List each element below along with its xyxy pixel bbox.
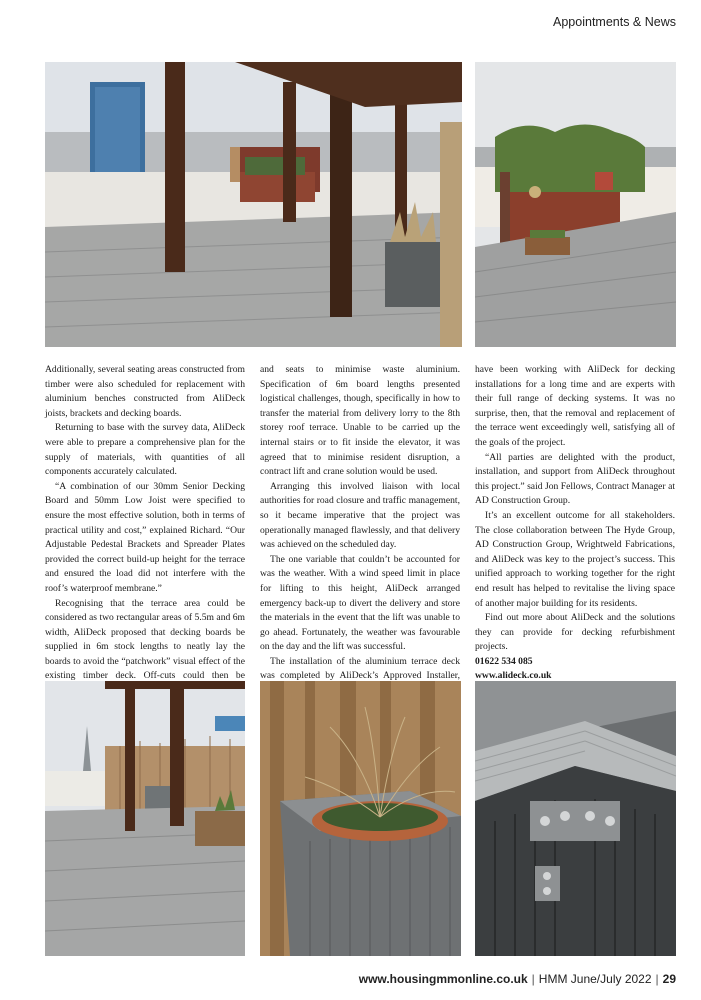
page-footer bbox=[359, 972, 676, 986]
footer-issue: HMM June/July 2022 bbox=[538, 972, 652, 986]
paragraph: The one variable that couldn’t be accounted for was the weather. With a wind speed limit in place for lifting to this height, AliDeck arranged emergency back-up to divert the delivery and store the materials in the event that the lift was unable to go ahead. Fortunately, the weather was favourable on the day and the lift was successful. bbox=[260, 553, 460, 653]
photo-deck-with-fence bbox=[45, 681, 245, 956]
text-column-2 bbox=[260, 363, 460, 699]
paragraph: have been working with AliDeck for decking installations for a long time and are experts with their full range of decking systems. It was no surprise, then, that the removal and replacement of the terrace went exceedingly well, satisfying all of the goals of the project. bbox=[475, 364, 675, 448]
paragraph: The installation of the aluminium terrace deck was completed by AliDeck’s Approved Installer, bbox=[260, 655, 460, 682]
paragraph: It’s an excellent outcome for all stakeholders. The close collaboration between The Hyde Group, AD Construction Group, Wrightweld Fabrications, and AliDeck was key to the project’s success. This unified approach to working together for the right end result has helped to revitalise the living space of another major building for its residents. bbox=[475, 509, 675, 609]
paragraph: Recognising that the terrace area could be considered as two rectangular areas of 5.5m and 6m width, AliDeck proposed that decking boards be supplied in 6m stock lengths to neatly lay the boards to avoid the “patchwork” visual effect of the existing timber deck. Off-cuts could then be bbox=[45, 597, 245, 682]
photo-planter-ornamental-grass bbox=[260, 681, 461, 956]
text-column-1 bbox=[45, 363, 245, 699]
contact-website-link[interactable]: www.alideck.co.uk bbox=[475, 670, 552, 682]
photo-rooftop-terrace-pergola bbox=[45, 62, 462, 347]
paragraph: Find out more about AliDeck and the solutions they can provide for decking refurbishment projects. bbox=[475, 612, 675, 653]
contact-block bbox=[475, 655, 675, 684]
contact-phone: 01622 534 085 bbox=[475, 655, 533, 667]
paragraph: “A combination of our 30mm Senior Decking Board and 50mm Low Joist were specified to ensure the most effective solution, both in terms of practical utility and cost,” explained Richard. “Our Adjustable Pedestal Brackets and Spreader Plates provided the correct build-up height for the terrace and ensured the load did not interfere with the roof’s waterproof membrane.” bbox=[45, 480, 245, 594]
footer-website-link[interactable]: www.housingmmonline.co.uk bbox=[358, 972, 528, 986]
paragraph: “All parties are delighted with the product, installation, and support from AliDeck throughout this project.” said Jon Fellows, Contract Manager at AD Construction Group. bbox=[475, 451, 675, 507]
photo-aluminium-deck-corner-detail bbox=[475, 681, 676, 956]
paragraph: Arranging this involved liaison with local authorities for road closure and traffic management, so it became imperative that the project was operationally managed flawlessly, and that delivery was achieved on the scheduled day. bbox=[260, 480, 460, 551]
footer-separator: | bbox=[655, 972, 659, 986]
photo-brick-planter-corner bbox=[475, 62, 676, 347]
paragraph: Additionally, several seating areas constructed from timber were also scheduled for replacement with aluminium benches constructed from AliDeck joists, brackets and decking boards. bbox=[45, 364, 245, 419]
footer-separator: | bbox=[531, 972, 535, 986]
paragraph: Returning to base with the survey data, AliDeck were able to prepare a comprehensive plan for the supply of materials, with quantities of all components accurately calculated. bbox=[45, 422, 245, 478]
paragraph: and seats to minimise waste aluminium. Specification of 6m board lengths presented logistical challenges, though, specifically in how to transfer the material from delivery lorry to the 8th storey roof terrace. Unable to be carried up the internal stairs or to fit inside the elevator, it was agreed that to minimise resident disruption, a contract lift and crane solution would be used. bbox=[260, 364, 460, 478]
page-number: 29 bbox=[662, 972, 676, 986]
section-header: Appointments & News bbox=[553, 15, 676, 29]
text-column-3 bbox=[475, 363, 675, 684]
